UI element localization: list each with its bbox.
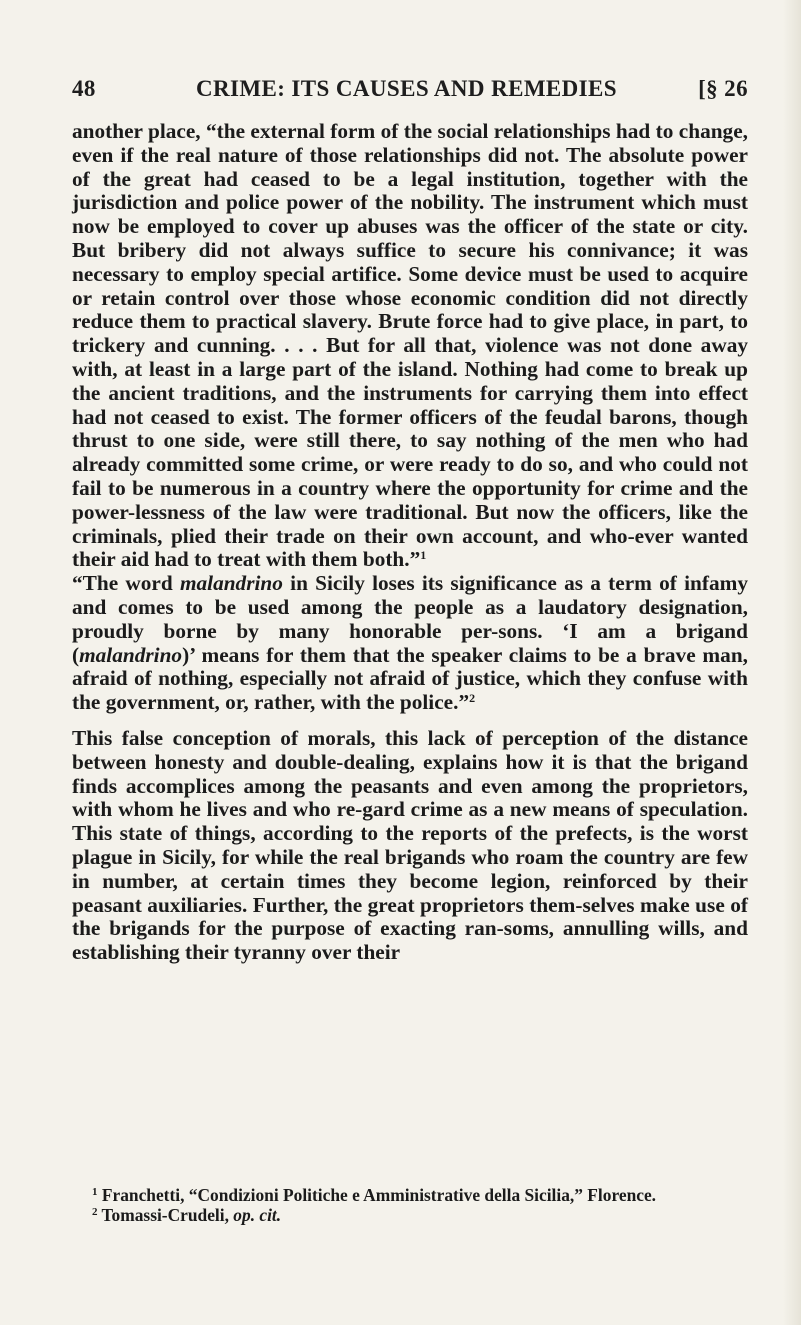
page-edge-shadow (783, 0, 801, 1325)
paragraph-2 (72, 572, 748, 715)
running-title: CRIME: ITS CAUSES AND REMEDIES (196, 76, 617, 101)
footnote-1-mark: 1 (92, 1186, 98, 1198)
footnote-2-mark: 2 (92, 1205, 98, 1218)
page-number: 48 (72, 76, 96, 101)
footnote-2-text: Tomassi-Crudeli, (101, 1204, 234, 1225)
running-header (72, 76, 748, 110)
paragraph-2-italic-2: malandrino (79, 642, 183, 667)
paragraph-2-text-c: )’ means for them that the speaker claims to be a brave man, afraid of nothing, especially not afraid of justice, which they confuse with the government, or, rather, with the police.” (72, 642, 748, 715)
footnote-1-text: Franchetti, “Condizioni Politiche e Amministrative della Sicilia,” Florence. (101, 1185, 657, 1205)
paragraph-3 (72, 727, 748, 965)
footnote-ref-1: 1 (420, 548, 427, 563)
footnote-2 (72, 1206, 748, 1226)
footnotes (72, 1186, 748, 1225)
footnote-2-italic: op. cit. (233, 1204, 282, 1225)
paragraph-2-italic-1: malandrino (179, 571, 283, 596)
paragraph-2-text-a: “The word (72, 571, 180, 596)
paragraph-1-text: another place, “the external form of the social relationships had to change, even if the real nature of those relationships did not. The absolute power of the great had ceased to be a legal institution, together with the jurisdiction and police power of the nobility. The instrument which must now be employed to cover up abuses was the officer of the state or city. But bribery did not always suffice to secure his connivance; it was necessary to employ special artifice. Some device must be used to acquire or retain control over those whose economic condition did not directly reduce them to practical slavery. Brute force had to give place, in part, to trickery and cunning. . . . But for all that, violence was not done away with, at least in a large part of the island. Nothing had come to break up the ancient traditions, and the instruments for carrying them into effect had not ceased to exist. The former officers of the feudal barons, though thrust to one side, were still there, to say nothing of the men who had already committed some crime, or were ready to do so, and who could not fail to be numerous in a country where the opportunity for crime and the power-lessness of the law were traditional. But now the officers, like the criminals, plied their trade on their own account, and who-ever wanted their aid had to treat with them both.” (72, 119, 748, 572)
footnote-ref-2: 2 (469, 691, 476, 706)
paragraph-2-text-b: in Sicily loses its significance as a term of infamy and comes to be used among the people as a laudatory designation, proudly borne by many honorable per-sons. ‘I am a brigand ( (72, 571, 748, 667)
section-marker: [§ 26 (698, 76, 748, 101)
paragraph-1 (72, 120, 748, 572)
footnote-1 (72, 1186, 748, 1206)
body-text (72, 120, 748, 965)
paragraph-3-text: This false conception of morals, this lack of perception of the distance between honesty and double-dealing, explains how it is that the brigand finds accomplices among the peasants and even among the proprietors, with whom he lives and who re-gard crime as a new means of speculation. This state of things, according to the reports of the prefects, is the worst plague in Sicily, for while the real brigands who roam the country are few in number, at certain times they become legion, reinforced by their peasant auxiliaries. Further, the great proprietors them-selves make use of the brigands for the purpose of exacting ran-soms, annulling wills, and establishing their tyranny over their (72, 725, 748, 965)
